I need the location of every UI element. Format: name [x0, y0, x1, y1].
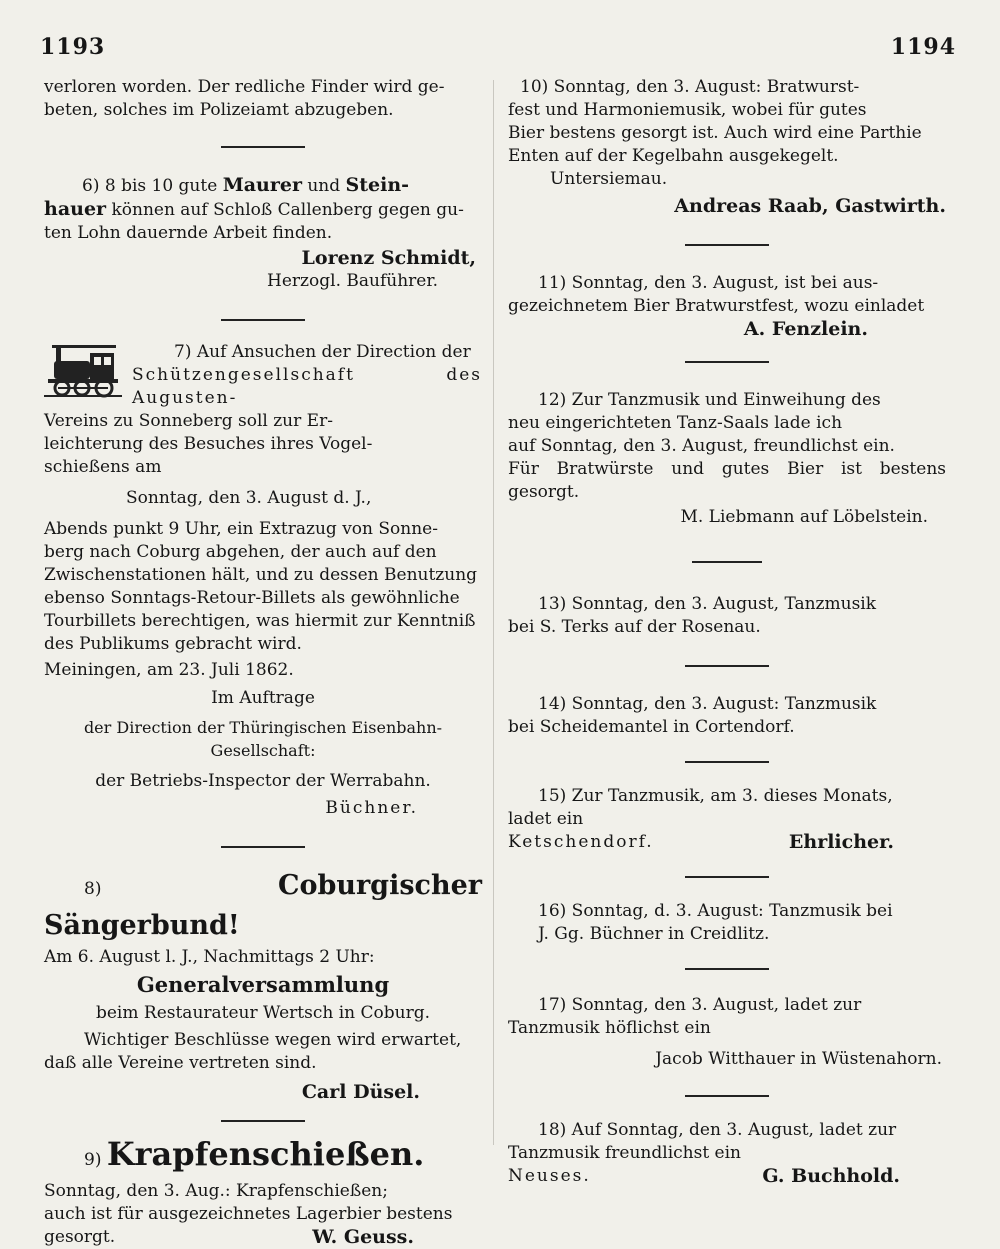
- ad-9-body-3: gesorgt.: [44, 1227, 116, 1247]
- ad-7-direction: der Direction der Thüringischen Eisenbahn-Gesellschaft:: [83, 718, 443, 760]
- divider: [692, 561, 762, 563]
- ad-7-line-5: schießens am: [44, 457, 162, 477]
- ad-8-number: 8): [84, 879, 102, 899]
- intro-line-2: beten, solches im Polizeiamt abzugeben.: [44, 100, 394, 120]
- ad-10-place: Untersiemau.: [550, 169, 668, 189]
- ad-7-line-1: 7) Auf Ansuchen der Direction der: [174, 342, 471, 362]
- ad-15: [508, 785, 946, 854]
- ad-16: [508, 900, 946, 946]
- ad-7-place-date: Meiningen, am 23. Juli 1862.: [44, 660, 294, 680]
- ad-8-body-2: daß alle Vereine vertreten sind.: [44, 1053, 317, 1073]
- ad-6-line-1: [44, 174, 482, 198]
- ad-7-signer: Büchner.: [325, 798, 418, 818]
- page-number-left: 1193: [40, 34, 106, 60]
- ad-10-signer: Andreas Raab, Gastwirth.: [674, 195, 946, 217]
- divider: [221, 846, 305, 848]
- ad-15-signer: Ehrlicher.: [788, 831, 894, 853]
- ad-18-place: Neuses.: [508, 1166, 591, 1186]
- page-number-right: 1194: [890, 34, 956, 60]
- ad-13: [508, 593, 946, 639]
- intro-line-1: verloren worden. Der redliche Finder wird ge-: [44, 77, 445, 97]
- ad-7-body-1: Abends punkt 9 Uhr, ein Extrazug von Sonne-: [44, 519, 438, 539]
- ad-12-line-2: neu eingerichteten Tanz-Saals lade ich: [508, 413, 843, 433]
- ad-12-line-4: Für Bratwürste und gutes Bier ist bestens gesorgt.: [508, 459, 946, 502]
- ad-7-line-2: Schützengesellschaft des Augusten-: [132, 365, 482, 408]
- ad-6: [44, 174, 482, 293]
- divider: [685, 361, 769, 363]
- ad-18-line-2: Tanzmusik freundlichst ein: [508, 1143, 742, 1163]
- ad-9: [44, 1134, 482, 1249]
- divider: [221, 146, 305, 148]
- column-divider: [493, 80, 494, 1145]
- ad-7-body-2: berg nach Coburg abgehen, der auch auf den: [44, 542, 437, 562]
- locomotive-icon: [44, 341, 122, 399]
- left-column: [44, 76, 482, 1249]
- ad-17-signer: Jacob Witthauer in Wüstenahorn.: [655, 1049, 942, 1069]
- ad-6-line-2: [44, 198, 482, 222]
- ad-10: [508, 76, 946, 218]
- ad-14-line-1: 14) Sonntag, den 3. August: Tanzmusik: [538, 694, 877, 714]
- ad-7-line-3: Vereins zu Sonneberg soll zur Er-: [44, 411, 333, 431]
- ad-8-title-line: [44, 866, 482, 946]
- divider: [685, 244, 769, 246]
- divider: [685, 968, 769, 970]
- ad-8-title: Coburgischer Sängerbund!: [44, 870, 482, 941]
- ad-17: [508, 994, 946, 1071]
- ad-7-im-auftrage: Im Auftrage: [211, 688, 315, 708]
- ad-8-signer: Carl Düsel.: [301, 1081, 420, 1103]
- ad-10-line-2: fest und Harmoniemusik, wobei für gutes: [508, 100, 867, 120]
- ad-16-line-2: J. Gg. Büchner in Creidlitz.: [538, 924, 770, 944]
- ad-14-line-2: bei Scheidemantel in Cortendorf.: [508, 717, 795, 737]
- ad-6-line-3: ten Lohn dauernde Arbeit finden.: [44, 223, 333, 243]
- ad-8-body-1: Wichtiger Beschlüsse wegen wird erwartet,: [84, 1030, 462, 1050]
- ad-18-line-3: [508, 1165, 946, 1188]
- ad-6-stein: Stein-: [345, 174, 410, 196]
- ad-11-signer: A. Fenzlein.: [743, 318, 868, 340]
- ad-17-line-1: 17) Sonntag, den 3. August, ladet zur: [538, 995, 862, 1015]
- ad-12: [508, 389, 946, 529]
- ad-7-inspector: der Betriebs-Inspector der Werrabahn.: [95, 771, 431, 791]
- ad-6-number: 6) 8 bis 10 gute: [82, 176, 218, 196]
- ad-7-body-5: Tourbillets berechtigen, was hiermit zur Kenntniß: [44, 611, 476, 631]
- ad-6-maurer: Maurer: [222, 174, 302, 196]
- ad-15-place: Ketschendorf.: [508, 832, 654, 852]
- ad-9-line-3: [44, 1226, 482, 1249]
- ad-18-signer: G. Buchhold.: [762, 1165, 900, 1187]
- ad-8-venue: beim Restaurateur Wertsch in Coburg.: [95, 1003, 430, 1023]
- ad-7-body-3: Zwischenstationen hält, und zu dessen Benutzung: [44, 565, 478, 585]
- ad-8: [44, 866, 482, 1104]
- ad-15-line-3: [508, 831, 946, 854]
- right-column: [508, 76, 946, 1188]
- ad-9-title-line: [44, 1134, 482, 1174]
- ad-6-und: und: [307, 176, 341, 196]
- ad-13-line-1: 13) Sonntag, den 3. August, Tanzmusik: [538, 594, 877, 614]
- ad-8-headline: Generalversammlung: [136, 972, 390, 997]
- divider: [221, 1120, 305, 1122]
- ad-15-line-1: 15) Zur Tanzmusik, am 3. dieses Monats,: [538, 786, 893, 806]
- ad-12-line-1: 12) Zur Tanzmusik und Einweihung des: [538, 390, 881, 410]
- ad-12-signer: M. Liebmann auf Löbelstein.: [680, 507, 928, 527]
- ad-10-line-3: Bier bestens gesorgt ist. Auch wird eine Parthie: [508, 123, 922, 143]
- divider: [685, 876, 769, 878]
- ad-6-signer: Lorenz Schmidt,: [301, 247, 476, 269]
- ad-10-line-1: 10) Sonntag, den 3. August: Bratwurst-: [520, 77, 860, 97]
- ad-17-line-2: Tanzmusik höflichst ein: [508, 1018, 711, 1038]
- ad-7: [44, 341, 482, 820]
- ad-11-line-1: 11) Sonntag, den 3. August, ist bei aus-: [538, 273, 879, 293]
- ad-12-line-3: auf Sonntag, den 3. August, freundlichst ein.: [508, 436, 895, 456]
- ad-14: [508, 693, 946, 739]
- ad-7-date: Sonntag, den 3. August d. J.,: [126, 488, 372, 508]
- ad-11: [508, 272, 946, 341]
- ad-10-line-4: Enten auf der Kegelbahn ausgekegelt.: [508, 146, 839, 166]
- ad-6-rest-1: können auf Schloß Callenberg gegen gu-: [111, 200, 464, 220]
- divider: [685, 665, 769, 667]
- ad-6-hauer: hauer: [44, 198, 107, 220]
- ad-16-line-1: 16) Sonntag, d. 3. August: Tanzmusik bei: [538, 901, 893, 921]
- ad-9-signer: W. Geuss.: [312, 1226, 414, 1248]
- ad-7-line-4: leichterung des Besuches ihres Vogel-: [44, 434, 373, 454]
- divider: [221, 319, 305, 321]
- ad-18-line-1: 18) Auf Sonntag, den 3. August, ladet zur: [538, 1120, 897, 1140]
- ad-11-line-2: gezeichnetem Bier Bratwurstfest, wozu einladet: [508, 296, 925, 316]
- ad-18: [508, 1119, 946, 1188]
- ad-13-line-2: bei S. Terks auf der Rosenau.: [508, 617, 761, 637]
- ad-9-title: Krapfenschießen.: [106, 1135, 425, 1173]
- ad-15-line-2: ladet ein: [508, 809, 584, 829]
- ad-7-body-4: ebenso Sonntags-Retour-Billets als gewöhnliche: [44, 588, 460, 608]
- divider: [685, 1095, 769, 1097]
- ad-7-body-6: des Publikums gebracht wird.: [44, 634, 302, 654]
- ad-9-body-2: auch ist für ausgezeichnetes Lagerbier bestens: [44, 1204, 453, 1224]
- ad-8-line-1: Am 6. August l. J., Nachmittags 2 Uhr:: [44, 947, 375, 967]
- divider: [685, 761, 769, 763]
- ad-6-role: Herzogl. Bauführer.: [267, 271, 438, 291]
- ad-9-number: 9): [84, 1150, 102, 1170]
- ad-9-body-1: Sonntag, den 3. Aug.: Krapfenschießen;: [44, 1181, 388, 1201]
